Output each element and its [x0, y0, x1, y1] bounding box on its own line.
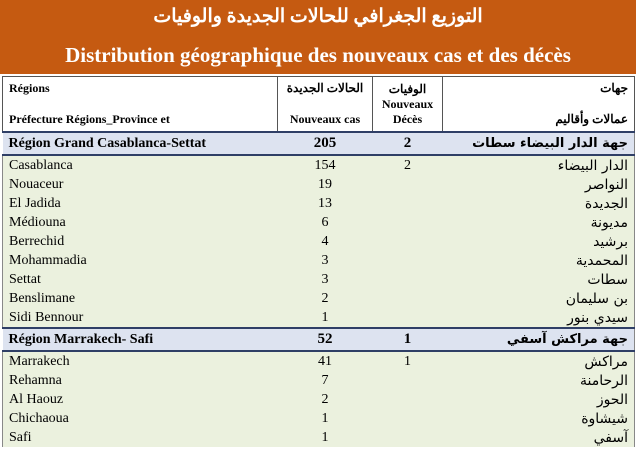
province-deaths — [373, 251, 443, 270]
province-name-ar: الجديدة — [443, 194, 635, 213]
header-arabic-regions — [443, 77, 635, 133]
table-row — [3, 175, 635, 194]
province-deaths — [373, 232, 443, 251]
province-name-ar: آسفي — [443, 428, 635, 447]
province-name-fr: Nouaceur — [3, 175, 278, 194]
region-name-ar: جهة مراكش آسفي — [443, 328, 635, 351]
table-row — [3, 232, 635, 251]
province-deaths: 2 — [373, 155, 443, 175]
province-name-ar: الحوز — [443, 390, 635, 409]
table-row — [3, 390, 635, 409]
province-name-fr: Chichaoua — [3, 409, 278, 428]
province-new-cases: 6 — [278, 213, 373, 232]
province-name-ar: برشيد — [443, 232, 635, 251]
region-name-fr: Région Marrakech- Safi — [3, 328, 278, 351]
province-name-ar: النواصر — [443, 175, 635, 194]
header-deaths-french-1: Nouveaux — [381, 96, 434, 111]
province-deaths — [373, 194, 443, 213]
province-deaths — [373, 390, 443, 409]
province-name-ar: سطات — [443, 270, 635, 289]
province-name-fr: Mohammadia — [3, 251, 278, 270]
province-name-ar: المحمدية — [443, 251, 635, 270]
table-row — [3, 155, 635, 175]
header-regions-line1: Régions — [9, 81, 50, 95]
province-deaths — [373, 175, 443, 194]
province-new-cases: 2 — [278, 289, 373, 308]
province-new-cases: 2 — [278, 390, 373, 409]
province-new-cases: 41 — [278, 351, 373, 371]
province-name-fr: Casablanca — [3, 155, 278, 175]
table-row — [3, 428, 635, 447]
title-banner — [0, 0, 636, 74]
province-new-cases: 3 — [278, 270, 373, 289]
province-new-cases: 7 — [278, 371, 373, 390]
province-deaths — [373, 270, 443, 289]
table-row — [3, 194, 635, 213]
table-row — [3, 351, 635, 371]
province-name-ar: الرحامنة — [443, 371, 635, 390]
province-new-cases: 3 — [278, 251, 373, 270]
province-name-ar: شيشاوة — [443, 409, 635, 428]
table-body — [3, 132, 635, 447]
province-deaths — [373, 371, 443, 390]
header-arabic-regions-line1: جهات — [600, 81, 628, 95]
province-deaths — [373, 289, 443, 308]
table-row — [3, 308, 635, 328]
province-name-fr: Settat — [3, 270, 278, 289]
header-regions-line2: Préfecture Régions_Province et — [9, 112, 170, 126]
province-new-cases: 1 — [278, 308, 373, 328]
table-row — [3, 289, 635, 308]
province-new-cases: 154 — [278, 155, 373, 175]
province-name-fr: Sidi Bennour — [3, 308, 278, 328]
header-arabic-regions-line2: عمالات وأقاليم — [555, 112, 628, 126]
province-name-ar: مراكش — [443, 351, 635, 371]
province-new-cases: 4 — [278, 232, 373, 251]
header-regions — [3, 77, 278, 133]
header-new-cases-arabic: الحالات الجديدة — [286, 81, 364, 95]
province-name-fr: Al Haouz — [3, 390, 278, 409]
table-row — [3, 371, 635, 390]
province-name-fr: Benslimane — [3, 289, 278, 308]
table-header — [3, 77, 635, 133]
region-name-ar: جهة الدار البيضاء سطات — [443, 132, 635, 155]
title-arabic: التوزيع الجغرافي للحالات الجديدة والوفيات — [153, 6, 483, 27]
table-row — [3, 409, 635, 428]
province-name-fr: Médiouna — [3, 213, 278, 232]
province-deaths — [373, 409, 443, 428]
province-new-cases: 1 — [278, 409, 373, 428]
province-name-fr: Safi — [3, 428, 278, 447]
region-row — [3, 328, 635, 351]
province-new-cases: 13 — [278, 194, 373, 213]
table-row — [3, 251, 635, 270]
header-deaths-french-2: Décès — [392, 111, 423, 126]
table-row — [3, 213, 635, 232]
table-row — [3, 270, 635, 289]
header-new-cases-french: Nouveaux cas — [289, 112, 361, 126]
distribution-table — [2, 76, 635, 447]
region-deaths: 2 — [373, 132, 443, 155]
header-deaths-arabic: الوفيات — [388, 81, 427, 96]
region-deaths: 1 — [373, 328, 443, 351]
province-deaths — [373, 308, 443, 328]
province-deaths: 1 — [373, 351, 443, 371]
province-new-cases: 19 — [278, 175, 373, 194]
province-name-fr: Marrakech — [3, 351, 278, 371]
province-name-fr: El Jadida — [3, 194, 278, 213]
region-row — [3, 132, 635, 155]
title-french: Distribution géographique des nouveaux cas et des décès — [65, 43, 571, 67]
region-name-fr: Région Grand Casablanca-Settat — [3, 132, 278, 155]
province-deaths — [373, 428, 443, 447]
province-name-ar: مديونة — [443, 213, 635, 232]
province-name-fr: Berrechid — [3, 232, 278, 251]
province-deaths — [373, 213, 443, 232]
region-new-cases: 205 — [278, 132, 373, 155]
province-new-cases: 1 — [278, 428, 373, 447]
province-name-fr: Rehamna — [3, 371, 278, 390]
province-name-ar: بن سليمان — [443, 289, 635, 308]
header-new-cases — [278, 77, 373, 133]
header-deaths — [373, 77, 443, 133]
region-new-cases: 52 — [278, 328, 373, 351]
province-name-ar: سيدي بنور — [443, 308, 635, 328]
province-name-ar: الدار البيضاء — [443, 155, 635, 175]
